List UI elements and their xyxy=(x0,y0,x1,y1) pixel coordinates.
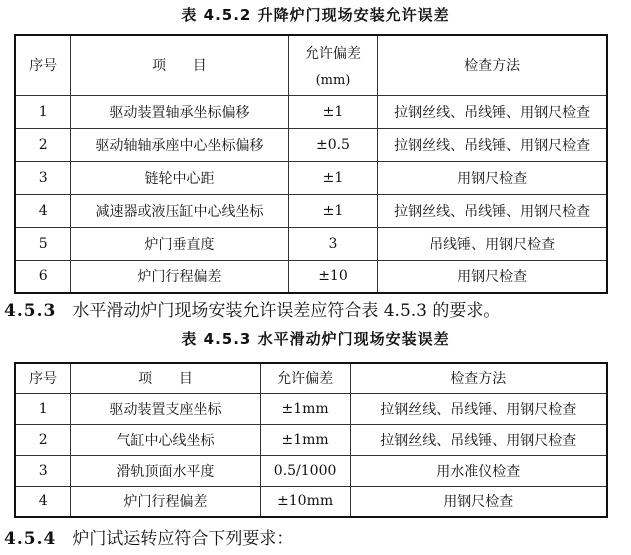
cell-seq: 6 xyxy=(15,260,71,293)
cell-tolerance: ±10 xyxy=(288,260,378,293)
header-tolerance: 允许偏差 xyxy=(260,363,350,393)
table-row xyxy=(15,260,607,293)
cell-method: 用钢尺检查 xyxy=(350,486,607,517)
table-row xyxy=(15,486,607,517)
cell-method: 拉钢丝线、吊线锤、用钢尺检查 xyxy=(378,194,607,227)
cell-seq: 1 xyxy=(15,393,71,424)
cell-item: 减速器或液压缸中心线坐标 xyxy=(71,194,288,227)
table-row xyxy=(15,227,607,260)
cell-tolerance: ±1 xyxy=(288,194,378,227)
cell-tolerance: ±10mm xyxy=(260,486,350,517)
clause-4-5-3 xyxy=(4,296,500,321)
table-row xyxy=(15,95,607,128)
cell-method: 吊线锤、用钢尺检查 xyxy=(378,227,607,260)
cell-tolerance: ±1mm xyxy=(260,424,350,455)
clause-text: 水平滑动炉门现场安装允许误差应符合表 4.5.3 的要求。 xyxy=(72,301,501,321)
header-tolerance-unit: (mm) xyxy=(315,72,351,88)
cell-tolerance: ±1 xyxy=(288,161,378,194)
cell-method: 拉钢丝线、吊线锤、用钢尺检查 xyxy=(350,393,607,424)
table-row xyxy=(15,161,607,194)
table-row xyxy=(15,194,607,227)
table-row xyxy=(15,128,607,161)
cell-seq: 2 xyxy=(15,128,71,161)
table-4-5-3 xyxy=(14,362,608,518)
cell-seq: 3 xyxy=(15,161,71,194)
table-row xyxy=(15,393,607,424)
cell-tolerance: ±1mm xyxy=(260,393,350,424)
clause-number: 4.5.3 xyxy=(4,301,57,321)
cell-item: 炉门垂直度 xyxy=(71,227,288,260)
table-4-5-2-caption: 表 4.5.2 升降炉门现场安装允许误差 xyxy=(181,6,450,24)
cell-item: 气缸中心线坐标 xyxy=(71,424,260,455)
cell-method: 拉钢丝线、吊线锤、用钢尺检查 xyxy=(350,424,607,455)
cell-item: 炉门行程偏差 xyxy=(71,486,260,517)
cell-item: 驱动轴轴承座中心坐标偏移 xyxy=(71,128,288,161)
cell-seq: 3 xyxy=(15,455,71,486)
cell-tolerance: 3 xyxy=(288,227,378,260)
cell-method: 用水准仪检查 xyxy=(350,455,607,486)
cell-item: 链轮中心距 xyxy=(71,161,288,194)
cell-seq: 2 xyxy=(15,424,71,455)
cell-tolerance: ±1 xyxy=(288,95,378,128)
clause-text: 炉门试运转应符合下列要求： xyxy=(72,529,294,549)
table-header-row xyxy=(15,363,607,393)
header-tolerance-label: 允许偏差 xyxy=(304,45,361,62)
clause-number: 4.5.4 xyxy=(4,529,57,549)
header-seq: 序号 xyxy=(15,363,71,393)
header-tolerance xyxy=(288,35,378,95)
cell-seq: 4 xyxy=(15,486,71,517)
clause-4-5-4 xyxy=(4,524,293,549)
table-4-5-2 xyxy=(14,34,608,294)
cell-tolerance: ±0.5 xyxy=(288,128,378,161)
header-seq: 序号 xyxy=(15,35,71,95)
cell-seq: 1 xyxy=(15,95,71,128)
cell-tolerance: 0.5/1000 xyxy=(260,455,350,486)
table-4-5-3-caption: 表 4.5.3 水平滑动炉门现场安装误差 xyxy=(181,330,450,348)
table-header-row xyxy=(15,35,607,95)
cell-item: 滑轨顶面水平度 xyxy=(71,455,260,486)
cell-seq: 4 xyxy=(15,194,71,227)
header-item: 项 目 xyxy=(71,363,260,393)
header-method: 检查方法 xyxy=(350,363,607,393)
cell-method: 拉钢丝线、吊线锤、用钢尺检查 xyxy=(378,95,607,128)
table-row xyxy=(15,455,607,486)
cell-method: 用钢尺检查 xyxy=(378,260,607,293)
header-item: 项 目 xyxy=(71,35,288,95)
cell-item: 炉门行程偏差 xyxy=(71,260,288,293)
table-row xyxy=(15,424,607,455)
cell-method: 用钢尺检查 xyxy=(378,161,607,194)
cell-seq: 5 xyxy=(15,227,71,260)
header-method: 检查方法 xyxy=(378,35,607,95)
cell-item: 驱动装置轴承坐标偏移 xyxy=(71,95,288,128)
cell-item: 驱动装置支座坐标 xyxy=(71,393,260,424)
cell-method: 拉钢丝线、吊线锤、用钢尺检查 xyxy=(378,128,607,161)
